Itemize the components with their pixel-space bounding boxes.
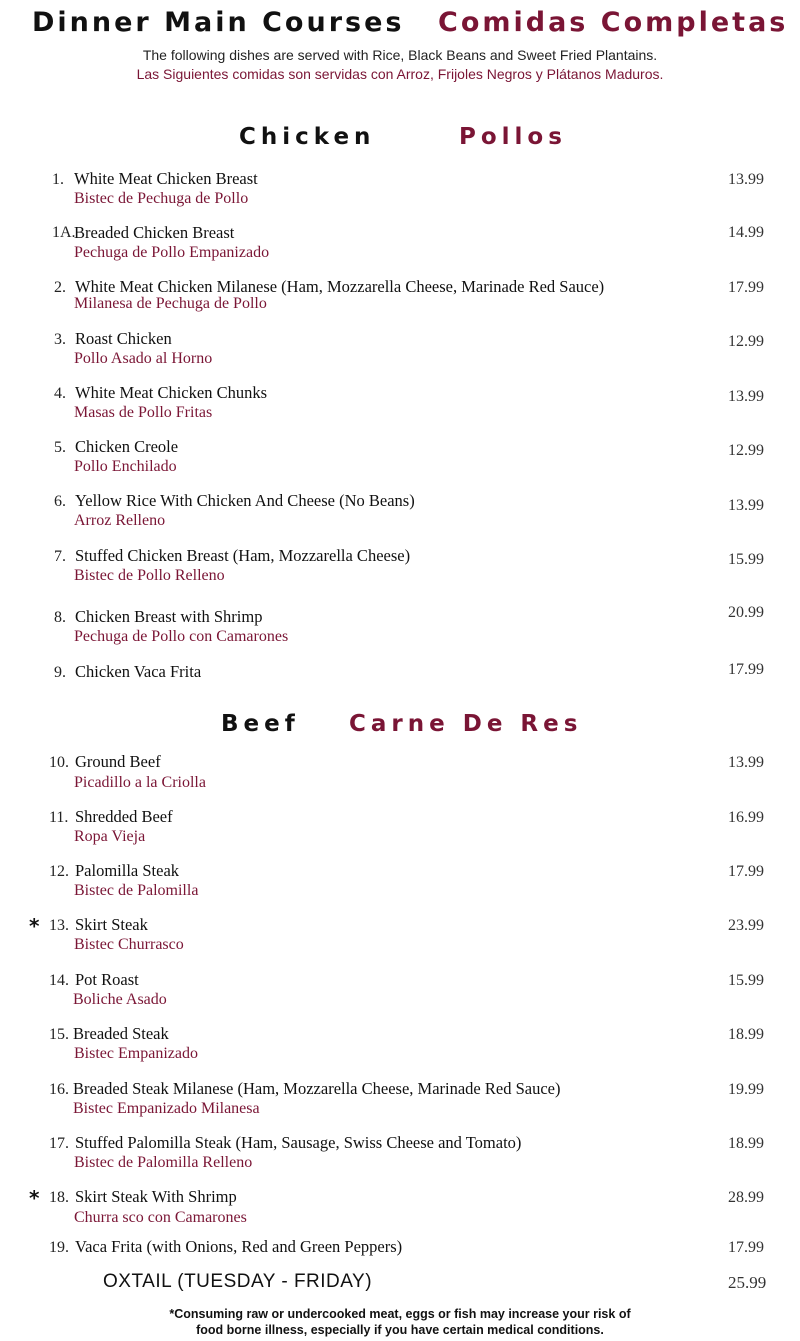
section-title-spanish: Carne De Res [349, 711, 583, 737]
item-spanish-name: Bistec de Palomilla [74, 882, 199, 899]
item-name: Stuffed Palomilla Steak (Ham, Sausage, Swiss Cheese and Tomato) [75, 1133, 522, 1152]
item-name: Skirt Steak With Shrimp [75, 1187, 237, 1206]
item-price: 13.99 [728, 388, 764, 405]
chicken-section-title [239, 122, 375, 152]
item-name: Roast Chicken [75, 329, 172, 348]
item-number: 11. [49, 809, 69, 826]
item-spanish-name: Masas de Pollo Fritas [74, 404, 213, 421]
item-price: 12.99 [728, 333, 764, 350]
item-price: 15.99 [728, 972, 764, 989]
disclaimer-line-1: *Consuming raw or undercooked meat, eggs or fish may increase your risk of [169, 1307, 631, 1321]
item-number: 13. [49, 917, 69, 934]
item-spanish-name: Picadillo a la Criolla [74, 774, 206, 791]
item-price: 13.99 [728, 497, 764, 514]
item-spanish-name: Bistec Empanizado [74, 1045, 198, 1062]
item-price: 13.99 [728, 754, 764, 771]
item-spanish-name: Milanesa de Pechuga de Pollo [74, 295, 267, 312]
item-price: 28.99 [728, 1189, 764, 1206]
item-number: 2. [54, 279, 66, 296]
item-number: 9. [54, 664, 66, 681]
item-name: Yellow Rice With Chicken And Cheese (No Beans) [75, 491, 415, 510]
item-name: Chicken Creole [75, 437, 179, 456]
item-number: 19. [49, 1239, 69, 1256]
item-spanish-name: Bistec Empanizado Milanesa [73, 1100, 260, 1117]
item-spanish-name: Bistec de Palomilla Relleno [74, 1154, 253, 1171]
item-spanish-name: Pechuga de Pollo con Camarones [74, 628, 289, 645]
beef-section-title-spanish [349, 709, 582, 739]
item-name: Skirt Steak [75, 915, 148, 934]
item-price: 14.99 [728, 224, 764, 241]
item-number: 16. [49, 1081, 69, 1098]
special-item-name: OXTAIL (TUESDAY - FRIDAY) [103, 1271, 373, 1292]
item-number: 12. [49, 863, 69, 880]
item-name: White Meat Chicken Milanese (Ham, Mozzarella Cheese, Marinade Red Sauce) [75, 277, 605, 296]
item-spanish-name: Bistec de Pechuga de Pollo [74, 190, 249, 207]
page-title-english: Dinner Main Courses [32, 7, 405, 38]
item-name: Breaded Chicken Breast [74, 223, 235, 242]
section-title-english: Beef [221, 711, 300, 737]
section-title-spanish: Pollos [459, 124, 567, 150]
item-number: 14. [49, 972, 69, 989]
item-spanish-name: Ropa Vieja [74, 828, 146, 845]
item-spanish-name: Bistec de Pollo Relleno [74, 567, 225, 584]
item-price: 20.99 [728, 604, 764, 621]
item-spanish-name: Bistec Churrasco [74, 936, 184, 953]
item-number: 3. [54, 331, 66, 348]
raw-warning-star: * [29, 1186, 40, 1210]
section-title-english: Chicken [239, 124, 376, 150]
item-name: Vaca Frita (with Onions, Red and Green Peppers) [75, 1237, 403, 1256]
item-number: 1A. [52, 224, 76, 241]
item-name: Palomilla Steak [75, 861, 180, 880]
item-name: Shredded Beef [75, 807, 173, 826]
item-price: 17.99 [728, 661, 764, 678]
item-price: 17.99 [728, 1239, 764, 1256]
item-number: 1. [52, 171, 64, 188]
item-spanish-name: Boliche Asado [73, 991, 167, 1008]
item-number: 8. [54, 609, 66, 626]
item-name: Stuffed Chicken Breast (Ham, Mozzarella Cheese) [75, 546, 411, 565]
item-price: 16.99 [728, 809, 764, 826]
item-name: Chicken Breast with Shrimp [75, 607, 263, 626]
item-name: Chicken Vaca Frita [75, 662, 202, 681]
item-price: 17.99 [728, 863, 764, 880]
item-number: 15. [49, 1026, 69, 1043]
item-number: 18. [49, 1189, 69, 1206]
item-spanish-name: Churra sco con Camarones [74, 1209, 247, 1226]
item-name: White Meat Chicken Chunks [75, 383, 268, 402]
item-spanish-name: Pollo Enchilado [74, 458, 177, 475]
item-number: 5. [54, 439, 66, 456]
item-name: Breaded Steak [73, 1024, 169, 1043]
item-number: 7. [54, 548, 66, 565]
page-title-spanish: Comidas Completas [438, 7, 789, 38]
special-item-price: 25.99 [728, 1273, 767, 1292]
item-name: Ground Beef [75, 752, 161, 771]
item-number: 10. [49, 754, 69, 771]
item-price: 13.99 [728, 171, 764, 188]
item-spanish-name: Arroz Relleno [74, 512, 166, 529]
raw-warning-star: * [29, 914, 40, 938]
item-name: Breaded Steak Milanese (Ham, Mozzarella Cheese, Marinade Red Sauce) [73, 1079, 561, 1098]
item-price: 18.99 [728, 1135, 764, 1152]
subtitle-spanish: Las Siguientes comidas son servidas con Arroz, Frijoles Negros y Plátanos Maduros. [136, 66, 664, 82]
subtitle-english: The following dishes are served with Rice, Black Beans and Sweet Fried Plantains. [142, 47, 658, 63]
item-name: Pot Roast [75, 970, 139, 989]
item-spanish-name: Pechuga de Pollo Empanizado [74, 244, 270, 261]
item-price: 19.99 [728, 1081, 764, 1098]
item-spanish-name: Pollo Asado al Horno [74, 350, 213, 367]
beef-section-title [221, 709, 300, 739]
item-number: 6. [54, 493, 66, 510]
item-number: 4. [54, 385, 66, 402]
item-price: 17.99 [728, 279, 764, 296]
item-name: White Meat Chicken Breast [74, 169, 258, 188]
item-price: 23.99 [728, 917, 764, 934]
item-price: 15.99 [728, 551, 764, 568]
item-price: 18.99 [728, 1026, 764, 1043]
disclaimer-line-2: food borne illness, especially if you have certain medical conditions. [196, 1323, 604, 1337]
item-number: 17. [49, 1135, 69, 1152]
item-price: 12.99 [728, 442, 764, 459]
chicken-section-title-spanish [459, 122, 567, 152]
